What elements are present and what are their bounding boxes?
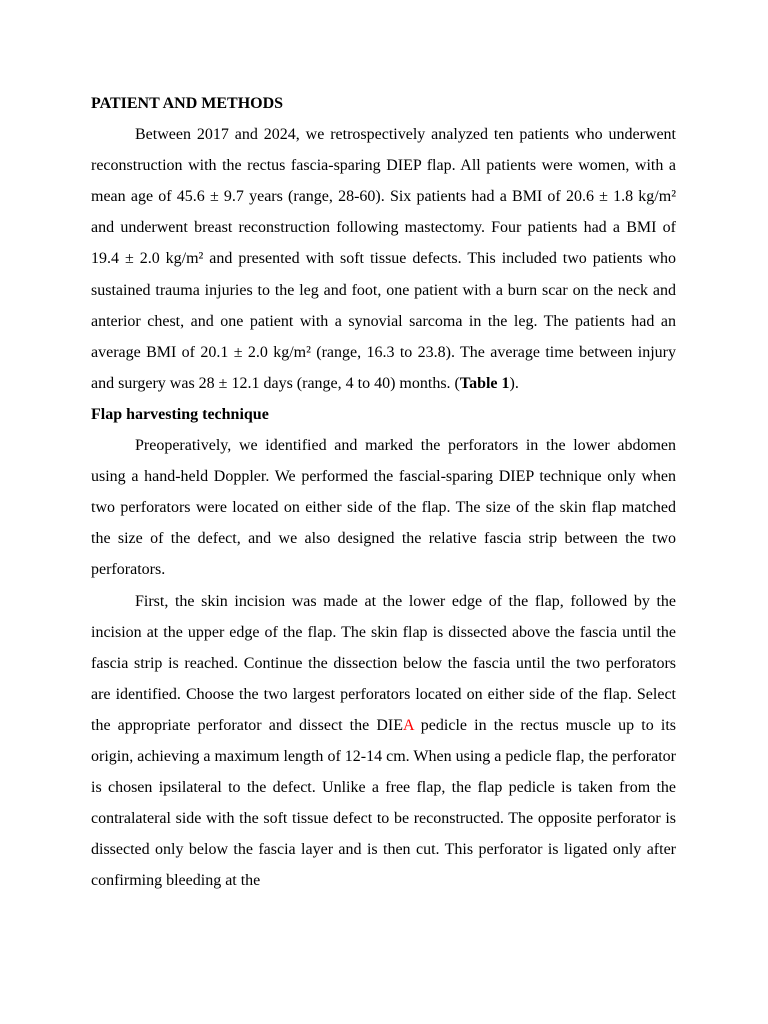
methods-paragraph [91,119,676,399]
red-highlighted-letter: A [403,716,414,734]
section-heading: PATIENT AND METHODS [91,95,284,112]
subsection-heading: Flap harvesting technique [91,405,269,423]
paragraph-text-end: ). [509,374,519,392]
paragraph-text: Between 2017 and 2024, we retrospectively analyzed ten patients who underwent reconstruction with the rectus fascia-sparing DIEP flap. All patients were women, with a mean age of 45.6 ± 9.7 years (range, 28-60). Six patients had a BMI of 20.6 ± 1.8 kg/m² and underwent breast reconstruction following mastectomy. Four patients had a BMI of 19.4 ± 2.0 kg/m² and presented with soft tissue defects. This included two patients who sustained trauma injuries to the leg and foot, one patient with a burn scar on the neck and anterior chest, and one patient with a synovial sarcoma in the leg. The patients had an average BMI of 20.1 ± 2.0 kg/m² (range, 16.3 to 23.8). The average time between injury and surgery was 28 ± 12.1 days (range, 4 to 40) months. ( [91,126,676,392]
technique-paragraph-2 [91,586,676,897]
table-reference: Table 1 [459,374,510,392]
document-page [91,88,676,896]
paragraph-text: First, the skin incision was made at the lower edge of the flap, followed by the incision at the upper edge of the flap. The skin flap is dissected above the fascia until the fascia strip is reached. Continue the dissection below the fascia until the two perforators are identified. Choose the two largest perforators located on either side of the flap. Select the appropriate perforator and dissect the DIE [91,592,676,734]
paragraph-text-end: pedicle in the rectus muscle up to its origin, achieving a maximum length of 12-14 cm. When using a pedicle flap, the perforator is chosen ipsilateral to the defect. Unlike a free flap, the flap pedicle is taken from the contralateral side with the soft tissue defect to be reconstructed. The opposite perforator is dissected only below the fascia layer and is then cut. This perforator is ligated only after confirming bleeding at the [91,716,676,890]
technique-paragraph-1: Preoperatively, we identified and marked the perforators in the lower abdomen using a hand-held Doppler. We performed the fascial-sparing DIEP technique only when two perforators were located on either side of the flap. The size of the skin flap matched the size of the defect, and we also designed the relative fascia strip between the two perforators. [91,437,676,579]
